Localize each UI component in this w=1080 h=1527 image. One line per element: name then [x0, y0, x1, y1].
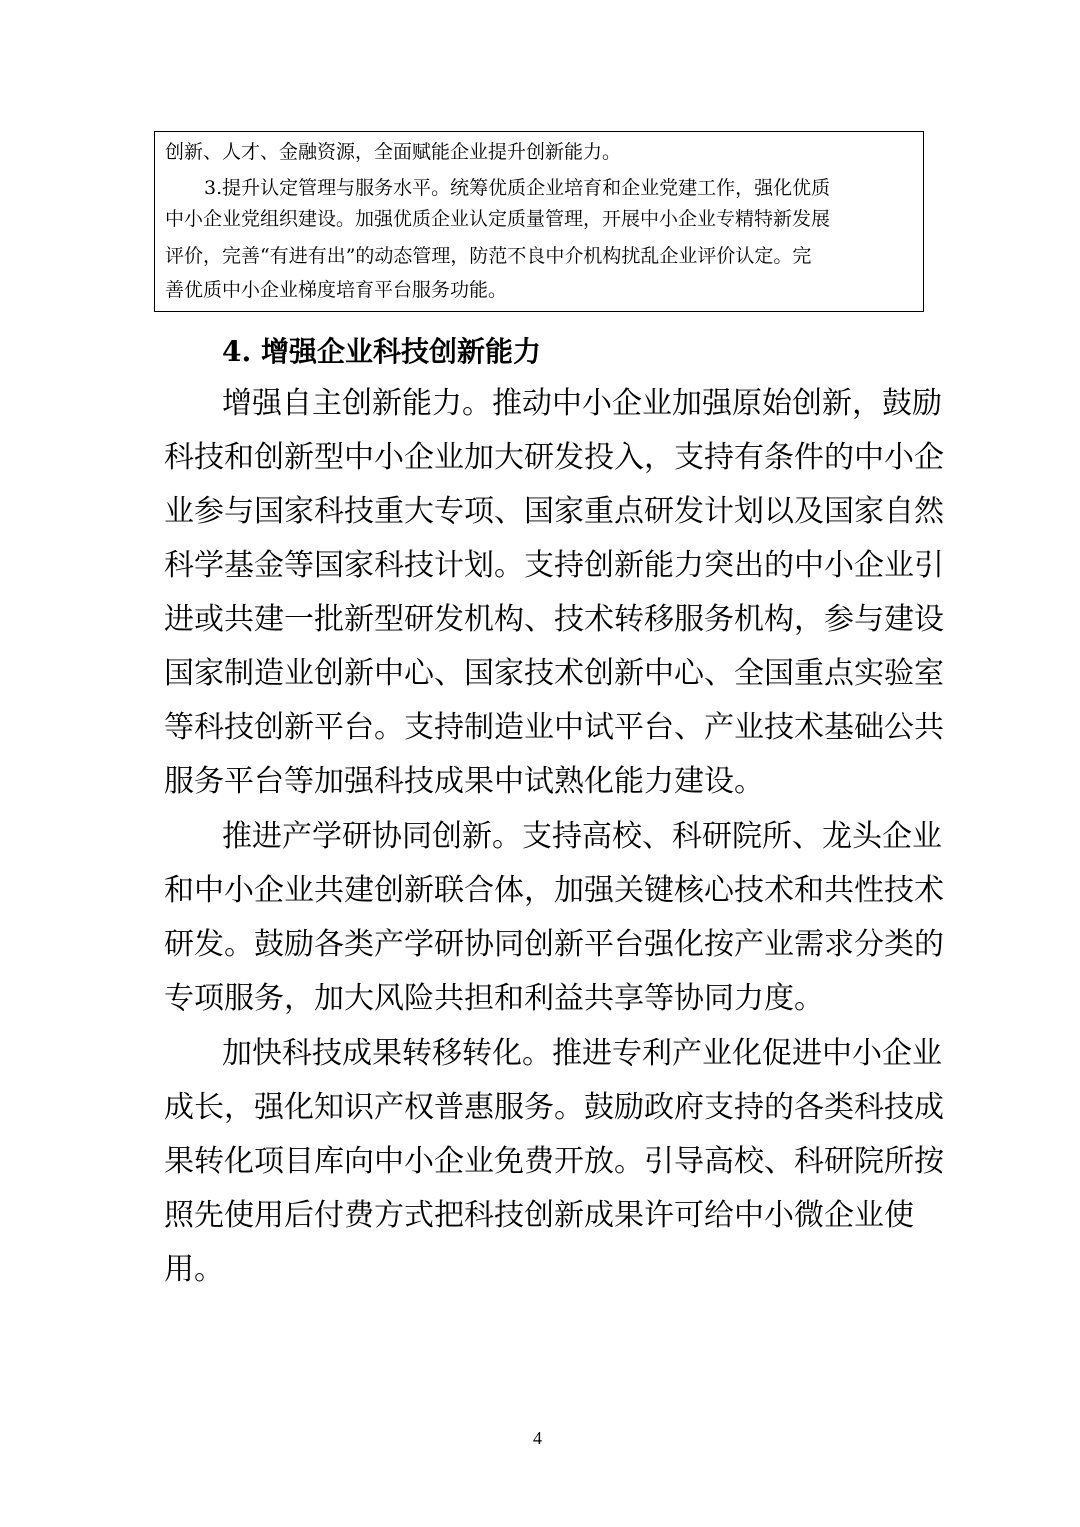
paragraph-line: 照先使用后付费方式把科技创新成果许可给中小微企业使: [164, 1198, 914, 1233]
paragraph-line: 国家制造业创新中心、国家技术创新中心、全国重点实验室: [164, 656, 944, 691]
section-heading: 4. 增强企业科技创新能力: [222, 335, 541, 368]
box-line: 中小企业党组织建设。加强优质企业认定质量管理，开展中小企业专精特新发展: [165, 208, 831, 230]
paragraph-line: 和中小企业共建创新联合体，加强关键核心技术和共性技术: [164, 873, 944, 908]
paragraph-line: 用。: [164, 1252, 224, 1287]
paragraph-line: 科学基金等国家科技计划。支持创新能力突出的中小企业引: [164, 548, 944, 583]
paragraph-line: 业参与国家科技重大专项、国家重点研发计划以及国家自然: [164, 494, 944, 529]
boxed-text-section: [154, 131, 924, 312]
box-line: 善优质中小企业梯度培育平台服务功能。: [165, 279, 508, 301]
paragraph-line: 加快科技成果转移转化。推进专利产业化促进中小企业: [222, 1036, 942, 1071]
box-line: 创新、人才、金融资源，全面赋能企业提升创新能力。: [165, 141, 622, 163]
paragraph-line: 进或共建一批新型研发机构、技术转移服务机构，参与建设: [164, 602, 944, 637]
paragraph-line: 研发。鼓励各类产学研协同创新平台强化按产业需求分类的: [164, 927, 944, 962]
paragraph-line: 科技和创新型中小企业加大研发投入，支持有条件的中小企: [164, 440, 944, 475]
paragraph-line: 推进产学研协同创新。支持高校、科研院所、龙头企业: [222, 819, 942, 854]
box-line: 评价，完善“有进有出”的动态管理，防范不良中介机构扰乱企业评价认定。完: [165, 245, 812, 267]
page-number: 4: [533, 1428, 542, 1448]
paragraph-line: 服务平台等加强科技成果中试熟化能力建设。: [164, 764, 764, 799]
paragraph-line: 增强自主创新能力。推动中小企业加强原始创新，鼓励: [222, 386, 942, 421]
box-line: 3.提升认定管理与服务水平。统筹优质企业培育和企业党建工作，强化优质: [204, 177, 831, 199]
paragraph-line: 专项服务，加大风险共担和利益共享等协同力度。: [164, 981, 824, 1016]
paragraph-line: 成长，强化知识产权普惠服务。鼓励政府支持的各类科技成: [164, 1090, 944, 1125]
paragraph-line: 等科技创新平台。支持制造业中试平台、产业技术基础公共: [164, 710, 944, 745]
paragraph-line: 果转化项目库向中小企业免费开放。引导高校、科研院所按: [164, 1144, 944, 1179]
